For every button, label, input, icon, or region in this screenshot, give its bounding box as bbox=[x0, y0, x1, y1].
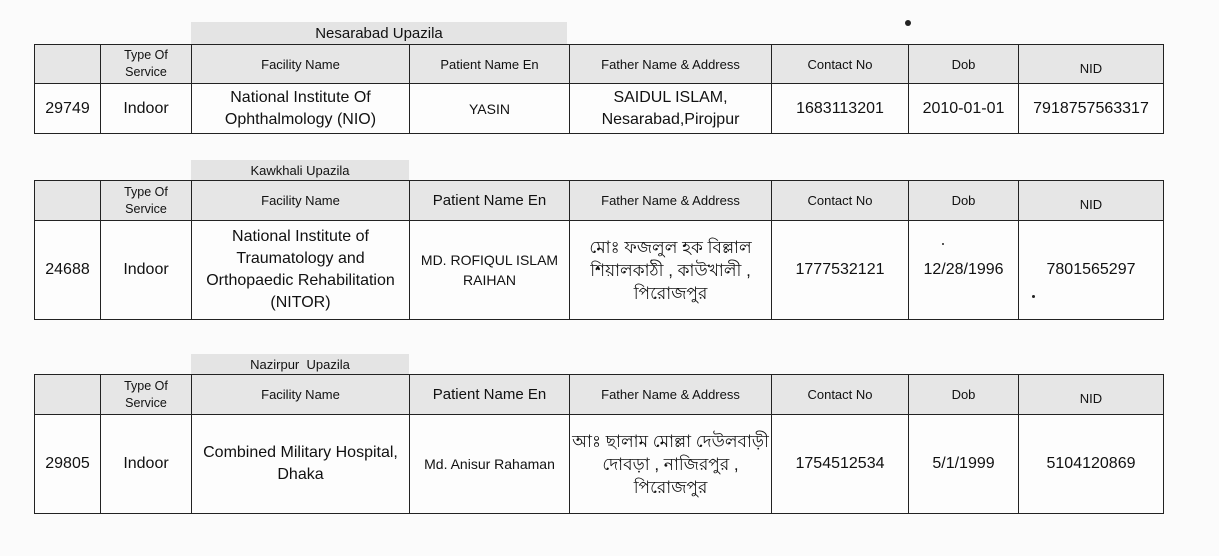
cell-dob: 5/1/1999 bbox=[909, 415, 1019, 514]
patient-table bbox=[34, 374, 1164, 514]
cell-contact-no: 1754512534 bbox=[772, 415, 909, 514]
cell-father-name-address: আঃ ছালাম মোল্লা দেউলবাড়ী দোবড়া , নাজিরপুর , পিরোজপুর bbox=[570, 415, 772, 514]
patient-table bbox=[34, 44, 1164, 134]
cell-dob: 12/28/1996 bbox=[909, 221, 1019, 320]
table-row bbox=[35, 221, 1164, 320]
ink-speck bbox=[1032, 295, 1035, 298]
header-id bbox=[35, 375, 101, 415]
cell-dob: 2010-01-01 bbox=[909, 84, 1019, 134]
cell-nid: 5104120869 bbox=[1019, 415, 1164, 514]
upazila-label: Nesarabad Upazila bbox=[191, 22, 567, 44]
header-father-name-address: Father Name & Address bbox=[570, 45, 772, 84]
header-contact-no: Contact No bbox=[772, 45, 909, 84]
cell-father-name-address: SAIDUL ISLAM, Nesarabad,Pirojpur bbox=[570, 84, 772, 134]
cell-patient-name: MD. ROFIQUL ISLAM RAIHAN bbox=[410, 221, 570, 320]
header-id bbox=[35, 45, 101, 84]
header-type-of-service: Type Of Service bbox=[101, 375, 192, 415]
cell-nid: 7918757563317 bbox=[1019, 84, 1164, 134]
cell-type-of-service: Indoor bbox=[101, 84, 192, 134]
cell-type-of-service: Indoor bbox=[101, 415, 192, 514]
header-patient-name: Patient Name En bbox=[410, 181, 570, 221]
upazila-label: Kawkhali Upazila bbox=[191, 160, 409, 180]
table-header-row bbox=[35, 375, 1164, 415]
ink-speck bbox=[942, 243, 944, 245]
header-contact-no: Contact No bbox=[772, 375, 909, 415]
header-facility-name: Facility Name bbox=[192, 181, 410, 221]
cell-contact-no: 1683113201 bbox=[772, 84, 909, 134]
patient-table bbox=[34, 180, 1164, 320]
header-nid: NID bbox=[1019, 375, 1164, 415]
cell-nid: 7801565297 bbox=[1019, 221, 1164, 320]
header-contact-no: Contact No bbox=[772, 181, 909, 221]
cell-id: 29749 bbox=[35, 84, 101, 134]
header-dob: Dob bbox=[909, 45, 1019, 84]
upazila-label: Nazirpur Upazila bbox=[191, 354, 409, 374]
header-nid: NID bbox=[1019, 45, 1164, 84]
header-father-name-address: Father Name & Address bbox=[570, 181, 772, 221]
header-id bbox=[35, 181, 101, 221]
cell-id: 24688 bbox=[35, 221, 101, 320]
cell-patient-name: YASIN bbox=[410, 84, 570, 134]
header-father-name-address: Father Name & Address bbox=[570, 375, 772, 415]
table-row bbox=[35, 84, 1164, 134]
header-patient-name: Patient Name En bbox=[410, 45, 570, 84]
cell-type-of-service: Indoor bbox=[101, 221, 192, 320]
header-facility-name: Facility Name bbox=[192, 375, 410, 415]
header-nid: NID bbox=[1019, 181, 1164, 221]
table-header-row bbox=[35, 181, 1164, 221]
cell-facility-name: National Institute Of Ophthalmology (NIO) bbox=[192, 84, 410, 134]
cell-contact-no: 1777532121 bbox=[772, 221, 909, 320]
header-type-of-service: Type Of Service bbox=[101, 181, 192, 221]
header-patient-name: Patient Name En bbox=[410, 375, 570, 415]
cell-facility-name: National Institute of Traumatology and Orthopaedic Rehabilitation (NITOR) bbox=[192, 221, 410, 320]
table-header-row bbox=[35, 45, 1164, 84]
cell-id: 29805 bbox=[35, 415, 101, 514]
table-row bbox=[35, 415, 1164, 514]
header-type-of-service: Type Of Service bbox=[101, 45, 192, 84]
cell-patient-name: Md. Anisur Rahaman bbox=[410, 415, 570, 514]
header-dob: Dob bbox=[909, 375, 1019, 415]
cell-facility-name: Combined Military Hospital, Dhaka bbox=[192, 415, 410, 514]
cell-father-name-address: মোঃ ফজলুল হক বিল্লাল শিয়ালকাঠী , কাউখালী , পিরোজপুর bbox=[570, 221, 772, 320]
header-dob: Dob bbox=[909, 181, 1019, 221]
ink-speck bbox=[905, 20, 911, 26]
header-facility-name: Facility Name bbox=[192, 45, 410, 84]
